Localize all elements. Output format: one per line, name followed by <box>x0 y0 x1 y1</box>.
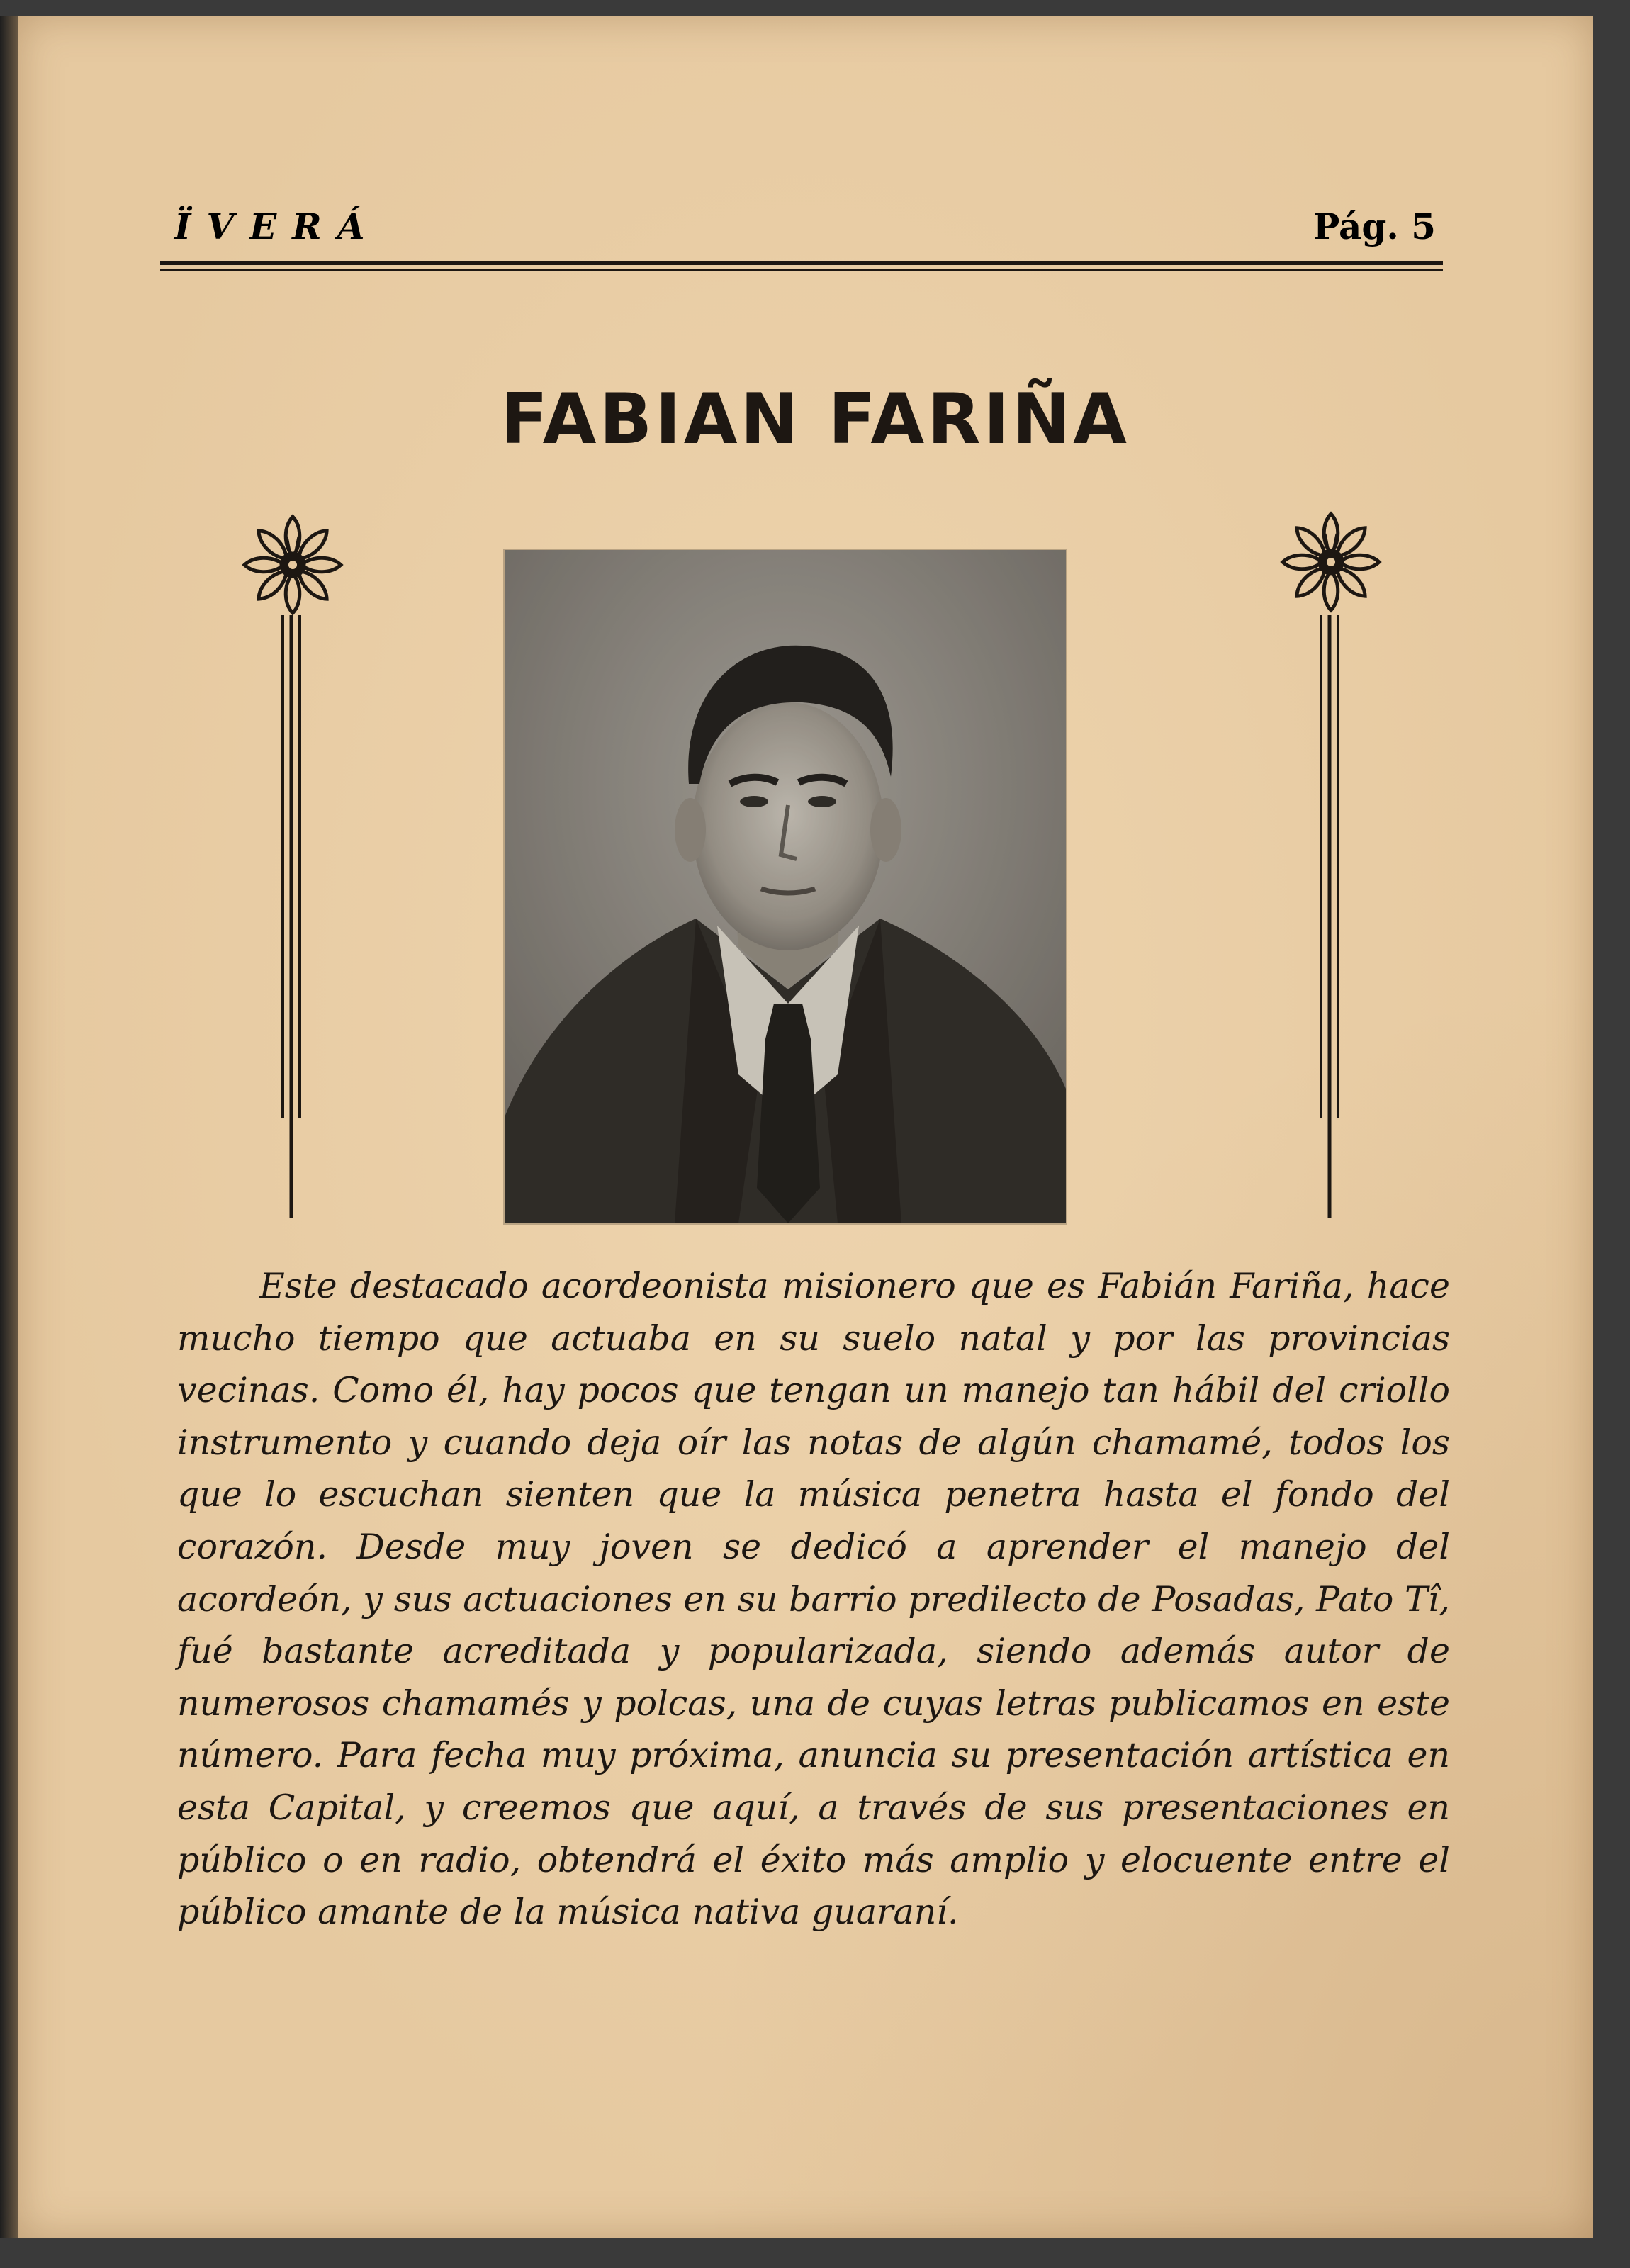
ornament-left-lines <box>270 615 313 1218</box>
flower-ornament-icon <box>1278 509 1384 615</box>
article-body: Este destacado acordeonista misionero que es Fabián Fariña, hace mucho tiempo que actuaba en su suelo natal y por las provincias vecinas. Como él, hay pocos que tengan un manejo tan hábil del criollo instrumento y cuando deja oír las notas de algún chamamé, todos los que lo escuchan sienten que la música penetra hasta el fondo del corazón. Desde muy joven se dedicó a aprender el manejo del acordeón, y sus actuaciones en su barrio predilecto de Posadas, Pato Tî, fué bastante acreditada y popularizada, siendo además autor de numerosos chamamés y polcas, una de cuyas letras publicamos en este número. Para fecha muy próxima, anuncia su presentación artística en esta Capital, y creemos que aquí, a través de sus presentaciones en público o en radio, obtendrá el éxito más amplio y elocuente entre el público amante de la música nativa guaraní. <box>177 1266 1450 1933</box>
page-number: Pág. 5 <box>1313 206 1436 247</box>
portrait-image <box>505 550 1066 1223</box>
book-spine <box>0 16 18 2238</box>
page-header <box>160 197 1443 261</box>
header-rule-thin <box>160 269 1443 271</box>
article-title: FABIAN FARIÑA <box>500 379 1130 460</box>
flower-ornament-icon <box>240 512 346 618</box>
portrait-photo <box>505 550 1066 1223</box>
ornament-right-lines <box>1308 615 1351 1218</box>
header-rule-thick <box>160 261 1443 265</box>
magazine-name: ÏVERÁ <box>174 206 381 247</box>
